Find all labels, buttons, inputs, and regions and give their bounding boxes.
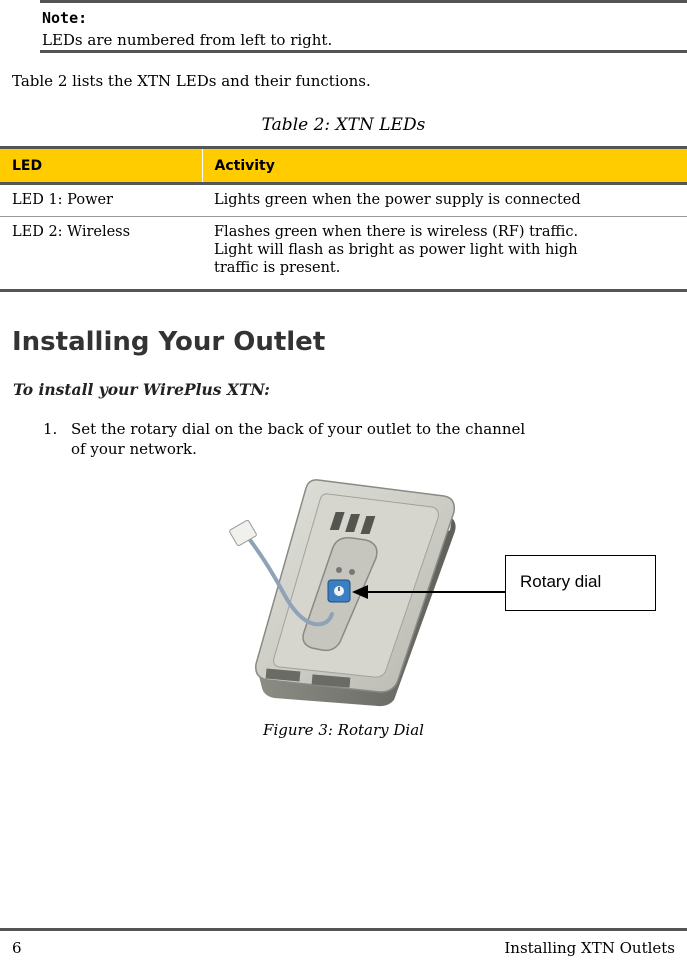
step-line: Set the rotary dial on the back of your outlet to the channel — [71, 420, 526, 438]
step-text — [71, 419, 631, 459]
step-line: of your network. — [71, 440, 197, 458]
rotary-dial-callout — [505, 555, 656, 611]
activity-line: Lights green when the power supply is connected — [214, 192, 581, 208]
note-title: Note: — [42, 9, 88, 27]
activity-line: Light will flash as bright as power light with high — [214, 242, 578, 258]
table-cell-activity — [202, 184, 687, 217]
table-caption: Table 2: XTN LEDs — [261, 115, 426, 135]
table-row — [0, 217, 687, 291]
table-header-row — [0, 148, 687, 184]
table-cell-led: LED 2: Wireless — [0, 217, 202, 291]
note-text: LEDs are numbered from left to right. — [42, 31, 333, 49]
procedure-title: To install your WirePlus XTN: — [13, 380, 270, 399]
intro-paragraph: Table 2 lists the XTN LEDs and their functions. — [12, 72, 371, 90]
running-title: Installing XTN Outlets — [504, 939, 675, 957]
section-heading: Installing Your Outlet — [12, 327, 326, 357]
table-row — [0, 184, 687, 217]
note-box — [40, 0, 687, 53]
page-number: 6 — [12, 939, 22, 957]
table-cell-activity — [202, 217, 687, 291]
page-footer — [0, 928, 687, 960]
figure-caption: Figure 3: Rotary Dial — [263, 721, 424, 739]
activity-line: Flashes green when there is wireless (RF) traffic. — [214, 224, 579, 240]
callout-arrow — [350, 580, 510, 604]
activity-line: traffic is present. — [214, 260, 341, 276]
step-number: 1. — [43, 420, 58, 438]
table-header-activity: Activity — [202, 148, 687, 184]
callout-label: Rotary dial — [520, 572, 602, 591]
table-header-led: LED — [0, 148, 202, 184]
table-cell-led: LED 1: Power — [0, 184, 202, 217]
led-table — [0, 146, 687, 292]
